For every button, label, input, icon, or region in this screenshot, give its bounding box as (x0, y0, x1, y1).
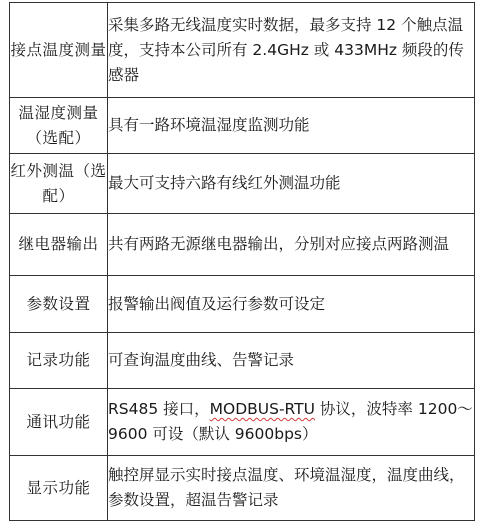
table-row (10, 389, 475, 456)
table-row (10, 333, 475, 389)
row-label: 显示功能 (10, 456, 108, 521)
row-label: 接点温度测量 (10, 3, 108, 98)
table-row (10, 276, 475, 333)
interface-text: RS485 接口， (108, 400, 210, 418)
baud-rate-text: 协议，波特率 1200～9600 可设（默认 9600bps） (108, 400, 473, 443)
table-row (10, 98, 475, 154)
row-value: 采集多路无线温度实时数据，最多支持 12 个触点温度，支持本公司所有 2.4GHz 或 433MHz 频段的传感器 (108, 3, 475, 98)
table-row (10, 456, 475, 521)
spec-table (9, 2, 475, 521)
row-value: 可查询温度曲线、告警记录 (108, 333, 475, 389)
row-value: 最大可支持六路有线红外测温功能 (108, 154, 475, 214)
table-row (10, 214, 475, 276)
table-row (10, 154, 475, 214)
row-label: 通讯功能 (10, 389, 108, 456)
row-value: 触控屏显示实时接点温度、环境温湿度，温度曲线，参数设置，超温告警记录 (108, 456, 475, 521)
row-value: 具有一路环境温湿度监测功能 (108, 98, 475, 154)
row-value (108, 389, 475, 456)
row-label: 继电器输出 (10, 214, 108, 276)
row-label: 参数设置 (10, 276, 108, 333)
table-row (10, 3, 475, 98)
row-value: 报警输出阀值及运行参数可设定 (108, 276, 475, 333)
row-label: 温湿度测量（选配） (10, 98, 108, 154)
row-label: 记录功能 (10, 333, 108, 389)
protocol-name: MODBUS-RTU (209, 400, 315, 418)
row-label: 红外测温（选配） (10, 154, 108, 214)
row-value: 共有两路无源继电器输出，分别对应接点两路测温 (108, 214, 475, 276)
